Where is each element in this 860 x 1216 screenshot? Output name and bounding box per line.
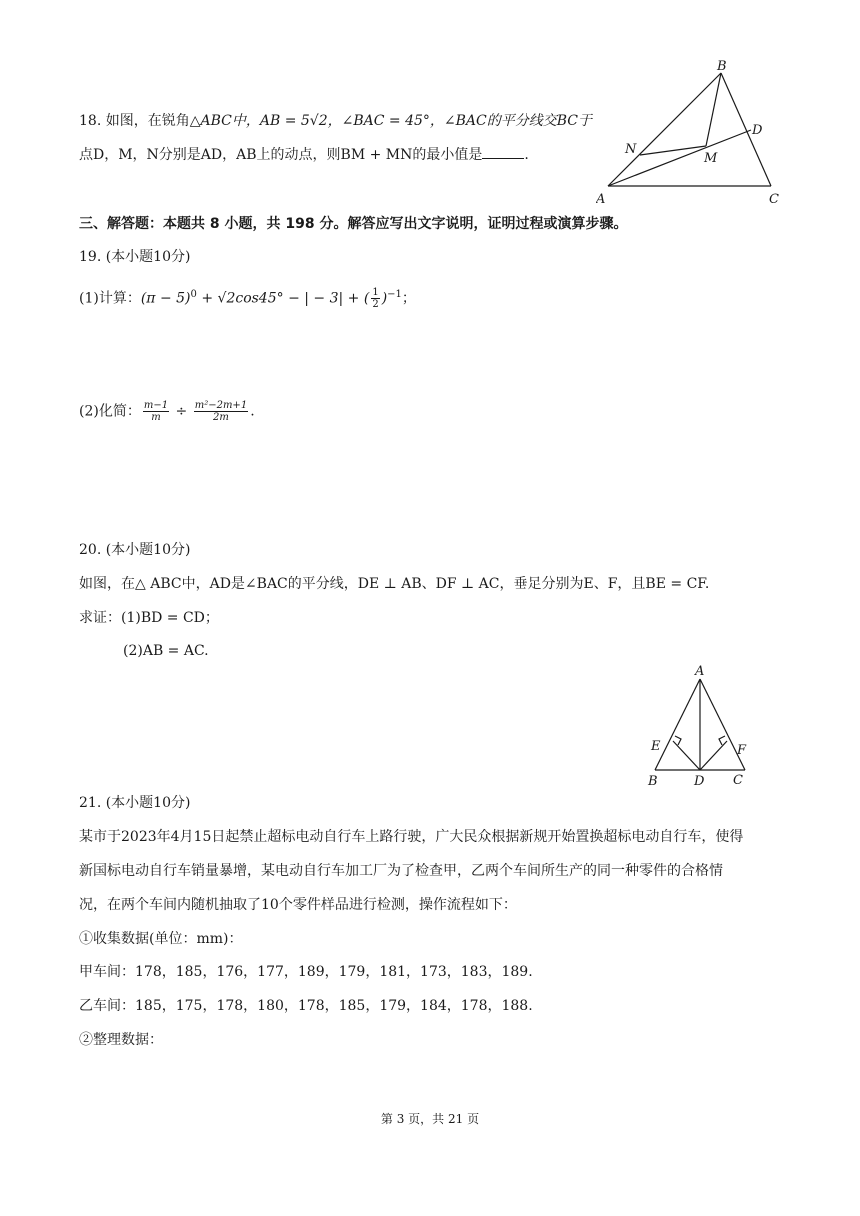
q18-question: 点D，M，N分别是AD，AB上的动点，则BM + MN的最小值是 bbox=[79, 147, 483, 163]
q19-exp-neg-one: −1 bbox=[387, 289, 402, 300]
segment-de bbox=[673, 741, 700, 770]
segment-ab bbox=[608, 73, 721, 186]
q19-part2-prefix: (2)化简： bbox=[79, 403, 141, 420]
frac-den: 2m bbox=[213, 412, 229, 423]
q21-step-2: ②整理数据： bbox=[79, 1032, 163, 1048]
section-3-title: 三、解答题：本题共 8 小题，共 198 分。解答应写出文字说明，证明过程或演算步骤。 bbox=[79, 216, 628, 232]
segment-ab bbox=[655, 679, 700, 770]
label-f: F bbox=[737, 743, 747, 758]
frac-den: 2 bbox=[372, 299, 379, 311]
frac-num: m²−2m+1 bbox=[194, 400, 248, 411]
answer-blank bbox=[482, 144, 524, 159]
label-d: D bbox=[752, 123, 763, 138]
label-b: B bbox=[648, 774, 658, 789]
q21-header: 21. (本小题10分) bbox=[79, 795, 191, 811]
q19-expr-a: (π − 5) bbox=[140, 290, 191, 307]
q21-paragraph-line-2: 新国标电动自行车销量暴增，某电动自行车加工厂为了检查甲，乙两个车间所生产的同一种零件的合格情 bbox=[79, 863, 723, 879]
frac-num: 1 bbox=[372, 287, 379, 299]
segment-df bbox=[700, 741, 727, 770]
q19-expr-c: ) bbox=[381, 290, 388, 307]
q19-part2 bbox=[79, 400, 255, 423]
label-c: C bbox=[733, 773, 743, 788]
figure-q20-triangle bbox=[645, 664, 755, 794]
q19-part2-end: . bbox=[250, 403, 255, 420]
q19-fraction-1 bbox=[143, 400, 169, 423]
q19-part1-prefix: (1)计算： bbox=[79, 290, 141, 307]
label-c: C bbox=[769, 192, 779, 207]
q21-data-yi: 乙车间：185，175，178，180，178，185，179，184，178，188. bbox=[79, 998, 533, 1014]
q18-period: . bbox=[524, 147, 529, 163]
q20-header: 20. (本小题10分) bbox=[79, 542, 191, 558]
q19-part1-end: ； bbox=[401, 290, 416, 307]
figure-q18-triangle bbox=[596, 58, 786, 208]
frac-num: m−1 bbox=[143, 400, 169, 411]
q19-fraction-2 bbox=[194, 400, 248, 423]
q18-line2 bbox=[79, 144, 529, 165]
segment-mn bbox=[640, 146, 706, 155]
label-a: A bbox=[695, 664, 705, 679]
q21-paragraph-line-1: 某市于2023年4月15日起禁止超标电动自行车上路行驶，广大民众根据新规开始置换超标电动自行车，使得 bbox=[79, 829, 744, 845]
q21-paragraph-line-3: 况，在两个车间内随机抽取了10个零件样品进行检测，操作流程如下： bbox=[79, 897, 517, 913]
q19-part1 bbox=[79, 285, 416, 310]
q21-step-1: ①收集数据(单位：mm)： bbox=[79, 931, 243, 947]
label-d: D bbox=[694, 774, 705, 789]
q21-data-jia: 甲车间：178，185，176，177，189，179，181，173，183，189. bbox=[79, 964, 533, 980]
q19-header: 19. (本小题10分) bbox=[79, 249, 191, 265]
segment-bc bbox=[721, 73, 771, 186]
label-b: B bbox=[717, 59, 727, 74]
q19-expr-b: + √2cos45° − | − 3| + ( bbox=[196, 290, 370, 307]
q18-condition: ABC中，AB = 5√2，∠BAC = 45°，∠BAC的平分线交BC于 bbox=[200, 113, 593, 129]
segment-bm bbox=[706, 73, 721, 146]
frac-den: m bbox=[151, 412, 161, 423]
label-e: E bbox=[651, 739, 661, 754]
q20-proof-1: 求证：(1)BD = CD； bbox=[79, 610, 219, 626]
q19-exp-zero: 0 bbox=[190, 289, 197, 300]
divide-sign: ÷ bbox=[175, 403, 188, 420]
label-a: A bbox=[596, 192, 606, 207]
q18-prefix: 18. 如图，在锐角△ bbox=[79, 113, 201, 129]
q20-statement: 如图，在△ ABC中，AD是∠BAC的平分线，DE ⊥ AB、DF ⊥ AC，垂足分别为E、F，且BE = CF. bbox=[79, 576, 710, 592]
q20-proof-2: (2)AB = AC. bbox=[123, 643, 209, 659]
page-footer: 第 3 页，共 21 页 bbox=[380, 1112, 480, 1126]
segment-ad bbox=[608, 130, 751, 186]
q18-line1 bbox=[79, 111, 592, 131]
label-n: N bbox=[625, 142, 637, 157]
label-m: M bbox=[704, 151, 718, 166]
q19-fraction-half bbox=[371, 287, 379, 310]
